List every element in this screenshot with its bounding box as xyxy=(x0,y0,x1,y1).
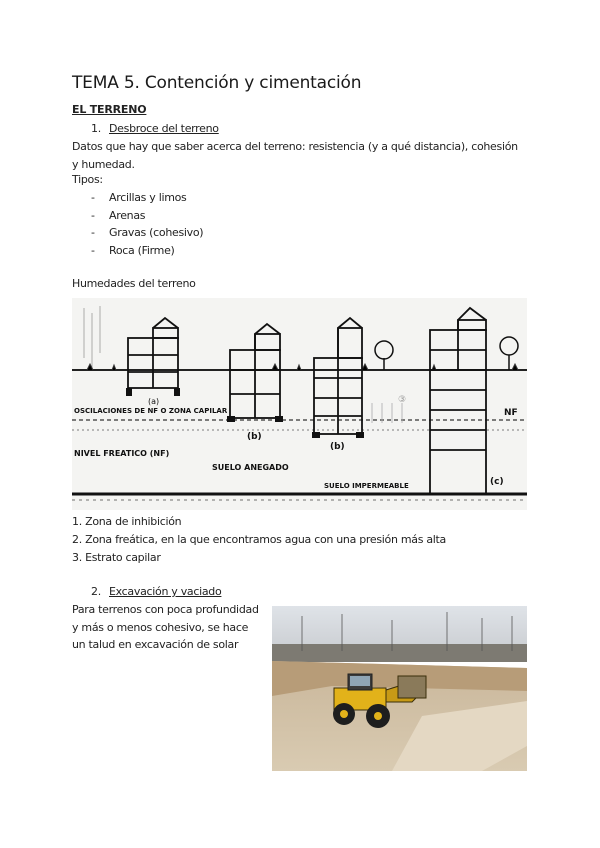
label-b1: (b) xyxy=(247,432,262,442)
list-item: - Arenas xyxy=(91,208,146,222)
label-suelo-anegado: SUELO ANEGADO xyxy=(212,463,289,472)
zona-item: 2. Zona freática, en la que encontramos agua con una presión más alta xyxy=(72,533,446,546)
zona-item: 3. Estrato capilar xyxy=(72,551,161,564)
list-item: - Roca (Firme) xyxy=(91,243,175,257)
excavation-photo xyxy=(272,606,527,771)
heading-number: 1. xyxy=(91,122,101,135)
label-a: (a) xyxy=(148,397,160,406)
zona-item: 1. Zona de inhibición xyxy=(72,515,182,528)
numbered-heading-2 xyxy=(91,585,221,598)
humedades-label: Humedades del terreno xyxy=(72,277,196,290)
soil-moisture-diagram xyxy=(72,298,527,510)
label-nf: NF xyxy=(504,408,518,418)
list-item: - Gravas (cohesivo) xyxy=(91,226,204,240)
heading-number: 2. xyxy=(91,585,101,598)
tipos-label: Tipos: xyxy=(72,173,103,186)
tipos-list xyxy=(91,189,203,259)
heading-label: Excavación y vaciado xyxy=(109,585,222,598)
label-suelo-impermeable: SUELO IMPERMEABLE xyxy=(324,482,409,490)
label-b2: (b) xyxy=(330,442,345,452)
label-nivel-freatico: NIVEL FREATICO (NF) xyxy=(74,449,170,458)
intro-paragraph: Datos que hay que saber acerca del terreno: resistencia (y a qué distancia), cohesión y humedad. xyxy=(72,140,518,171)
numbered-heading-1 xyxy=(91,122,219,135)
excavacion-paragraph: Para terrenos con poca profundidad y más o menos cohesivo, se hace un talud en excavación de solar xyxy=(72,603,259,651)
label-oscilaciones: OSCILACIONES DE NF O ZONA CAPILAR xyxy=(74,407,228,415)
label-circle-3: ③ xyxy=(398,395,407,405)
label-c: (c) xyxy=(490,477,504,487)
list-item: - Arcillas y limos xyxy=(91,191,187,204)
heading-label: Desbroce del terreno xyxy=(109,122,219,135)
page-title: TEMA 5. Contención y cimentación xyxy=(72,73,362,93)
section-heading: EL TERRENO xyxy=(72,103,147,116)
